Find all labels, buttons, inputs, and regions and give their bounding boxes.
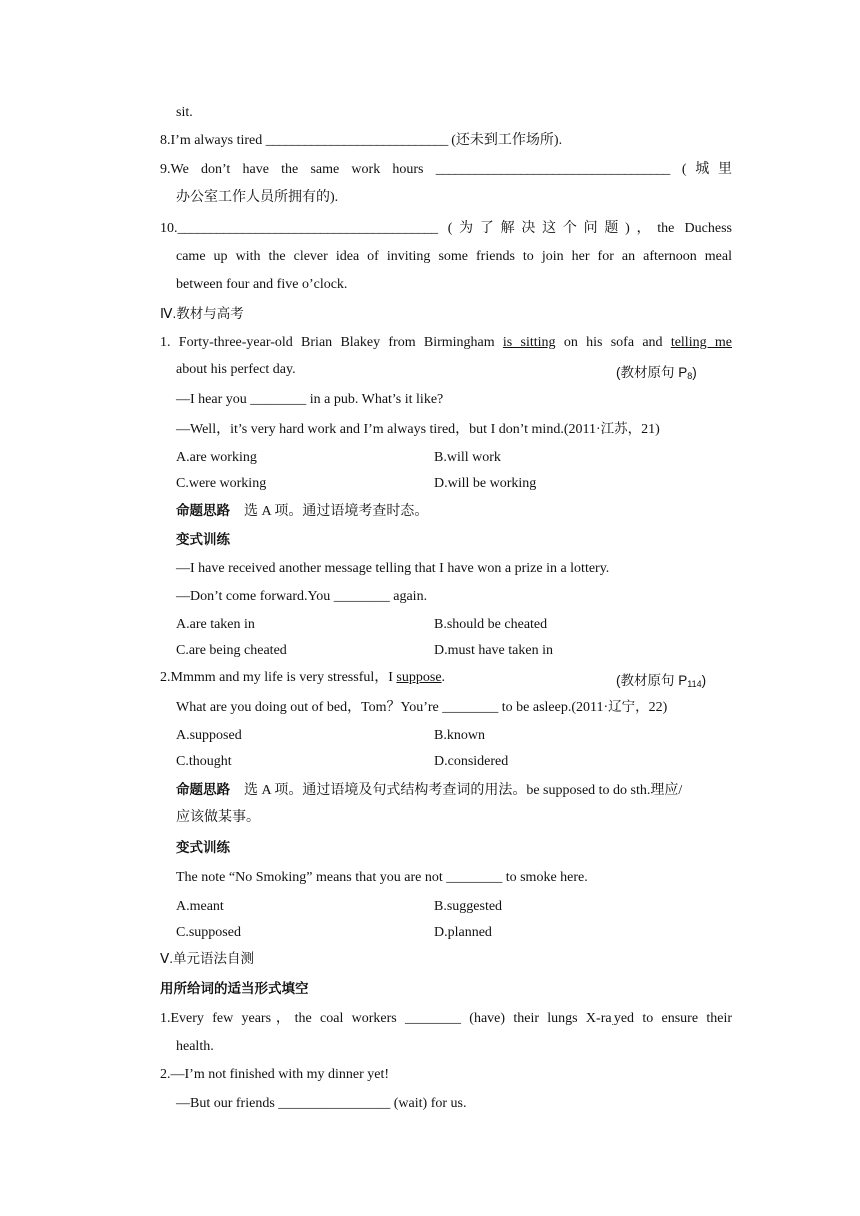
question-8: 8.I’m always tired ____________________________ (还未到工作场所). xyxy=(160,133,563,148)
question-9: 9.We don’t have the same work hours ____________________________________ (城里 xyxy=(160,162,732,177)
question-10-cont: came up with the clever idea of inviting some friends to join her for an afternoon meal xyxy=(176,249,732,264)
answer-blank[interactable]: ________________________________________ xyxy=(177,221,438,236)
dialogue-line: —I hear you ________ in a pub. What’s it like? xyxy=(176,392,444,407)
textbook-sentence-2: 2.Mmmm and my life is very stressful，I suppose. xyxy=(160,670,446,685)
variant-heading: 变式训练 xyxy=(176,840,230,855)
option-c[interactable]: C.thought xyxy=(176,754,232,769)
question-9-cont: 办公室工作人员所拥有的). xyxy=(176,190,339,205)
analysis-line-cont: 应该做某事。 xyxy=(176,810,260,825)
answer-blank[interactable]: ____________________________________ xyxy=(435,162,670,177)
analysis-line: 命题思路 选 A 项。通过语境考查时态。 xyxy=(176,503,429,519)
option-row xyxy=(176,753,732,771)
option-row xyxy=(176,642,732,660)
textbook-reference: (教材原句 $P_8$) xyxy=(616,365,697,381)
option-d[interactable]: D.must have taken in xyxy=(434,643,553,658)
option-d[interactable]: D.will be working xyxy=(434,476,537,491)
exercise-2-cont: —But our friends ________________ (wait) for us. xyxy=(176,1096,467,1111)
question-10-cont: between four and five o’clock. xyxy=(176,277,348,292)
question-10: 10.________________________________________ (为了解决这个问题)，the Duchess xyxy=(160,221,732,236)
option-d[interactable]: D.considered xyxy=(434,754,509,769)
option-row xyxy=(176,475,732,493)
dialogue-line: —Well，it’s very hard work and I’m always tired，but I don’t mind.(2011·江苏，21) xyxy=(176,421,660,437)
option-a[interactable]: A.supposed xyxy=(176,728,242,743)
question-line: What are you doing out of bed，Tom？You’re ________ to be asleep.(2011·辽宁，22) xyxy=(176,699,668,715)
option-b[interactable]: B.should be cheated xyxy=(434,617,548,632)
option-b[interactable]: B.suggested xyxy=(434,899,503,914)
dialogue-line: —Don’t come forward.You ________ again. xyxy=(176,589,428,604)
question-line: The note “No Smoking” means that you are not ________ to smoke here. xyxy=(176,870,588,885)
option-row xyxy=(176,924,732,942)
option-a[interactable]: A.meant xyxy=(176,899,224,914)
textbook-sentence-1: 1. Forty-three-year-old Brian Blakey from Birmingham is sitting on his sofa and telling me xyxy=(160,335,732,350)
option-c[interactable]: C.supposed xyxy=(176,925,241,940)
section-heading: Ⅳ.教材与高考 xyxy=(160,306,244,321)
option-a[interactable]: A.are working xyxy=(176,450,257,465)
option-row xyxy=(176,449,732,467)
dialogue-line: —I have received another message telling that I have won a prize in a lottery. xyxy=(176,561,610,576)
exercise-1-cont: health. xyxy=(176,1039,214,1054)
analysis-line: 命题思路 选 A 项。通过语境及句式结构考查词的用法。be supposed to do sth.理应/ xyxy=(176,782,683,798)
option-b[interactable]: B.will work xyxy=(434,450,501,465)
section-heading: Ⅴ.单元语法自测 xyxy=(160,951,254,966)
exercise-2: 2.—I’m not finished with my dinner yet! xyxy=(160,1067,390,1082)
answer-blank[interactable]: ____________________________ xyxy=(265,133,448,148)
option-row xyxy=(176,727,732,745)
option-row xyxy=(176,898,732,916)
option-c[interactable]: C.were working xyxy=(176,476,267,491)
option-c[interactable]: C.are being cheated xyxy=(176,643,287,658)
option-a[interactable]: A.are taken in xyxy=(176,617,255,632)
option-row xyxy=(176,616,732,634)
textbook-reference: (教材原句 $P_{114}$) xyxy=(616,673,707,689)
option-d[interactable]: D.planned xyxy=(434,925,492,940)
variant-heading: 变式训练 xyxy=(176,532,230,547)
textbook-sentence-1-cont: about his perfect day. xyxy=(176,362,296,377)
exercise-1: 1.Every few years，the coal workers ________ (have) their lungs $X-ra_.yed$ to ensure their xyxy=(160,1011,732,1027)
option-b[interactable]: B.known xyxy=(434,728,485,743)
text-line: sit. xyxy=(176,105,193,120)
section-subheading: 用所给词的适当形式填空 xyxy=(160,981,309,996)
